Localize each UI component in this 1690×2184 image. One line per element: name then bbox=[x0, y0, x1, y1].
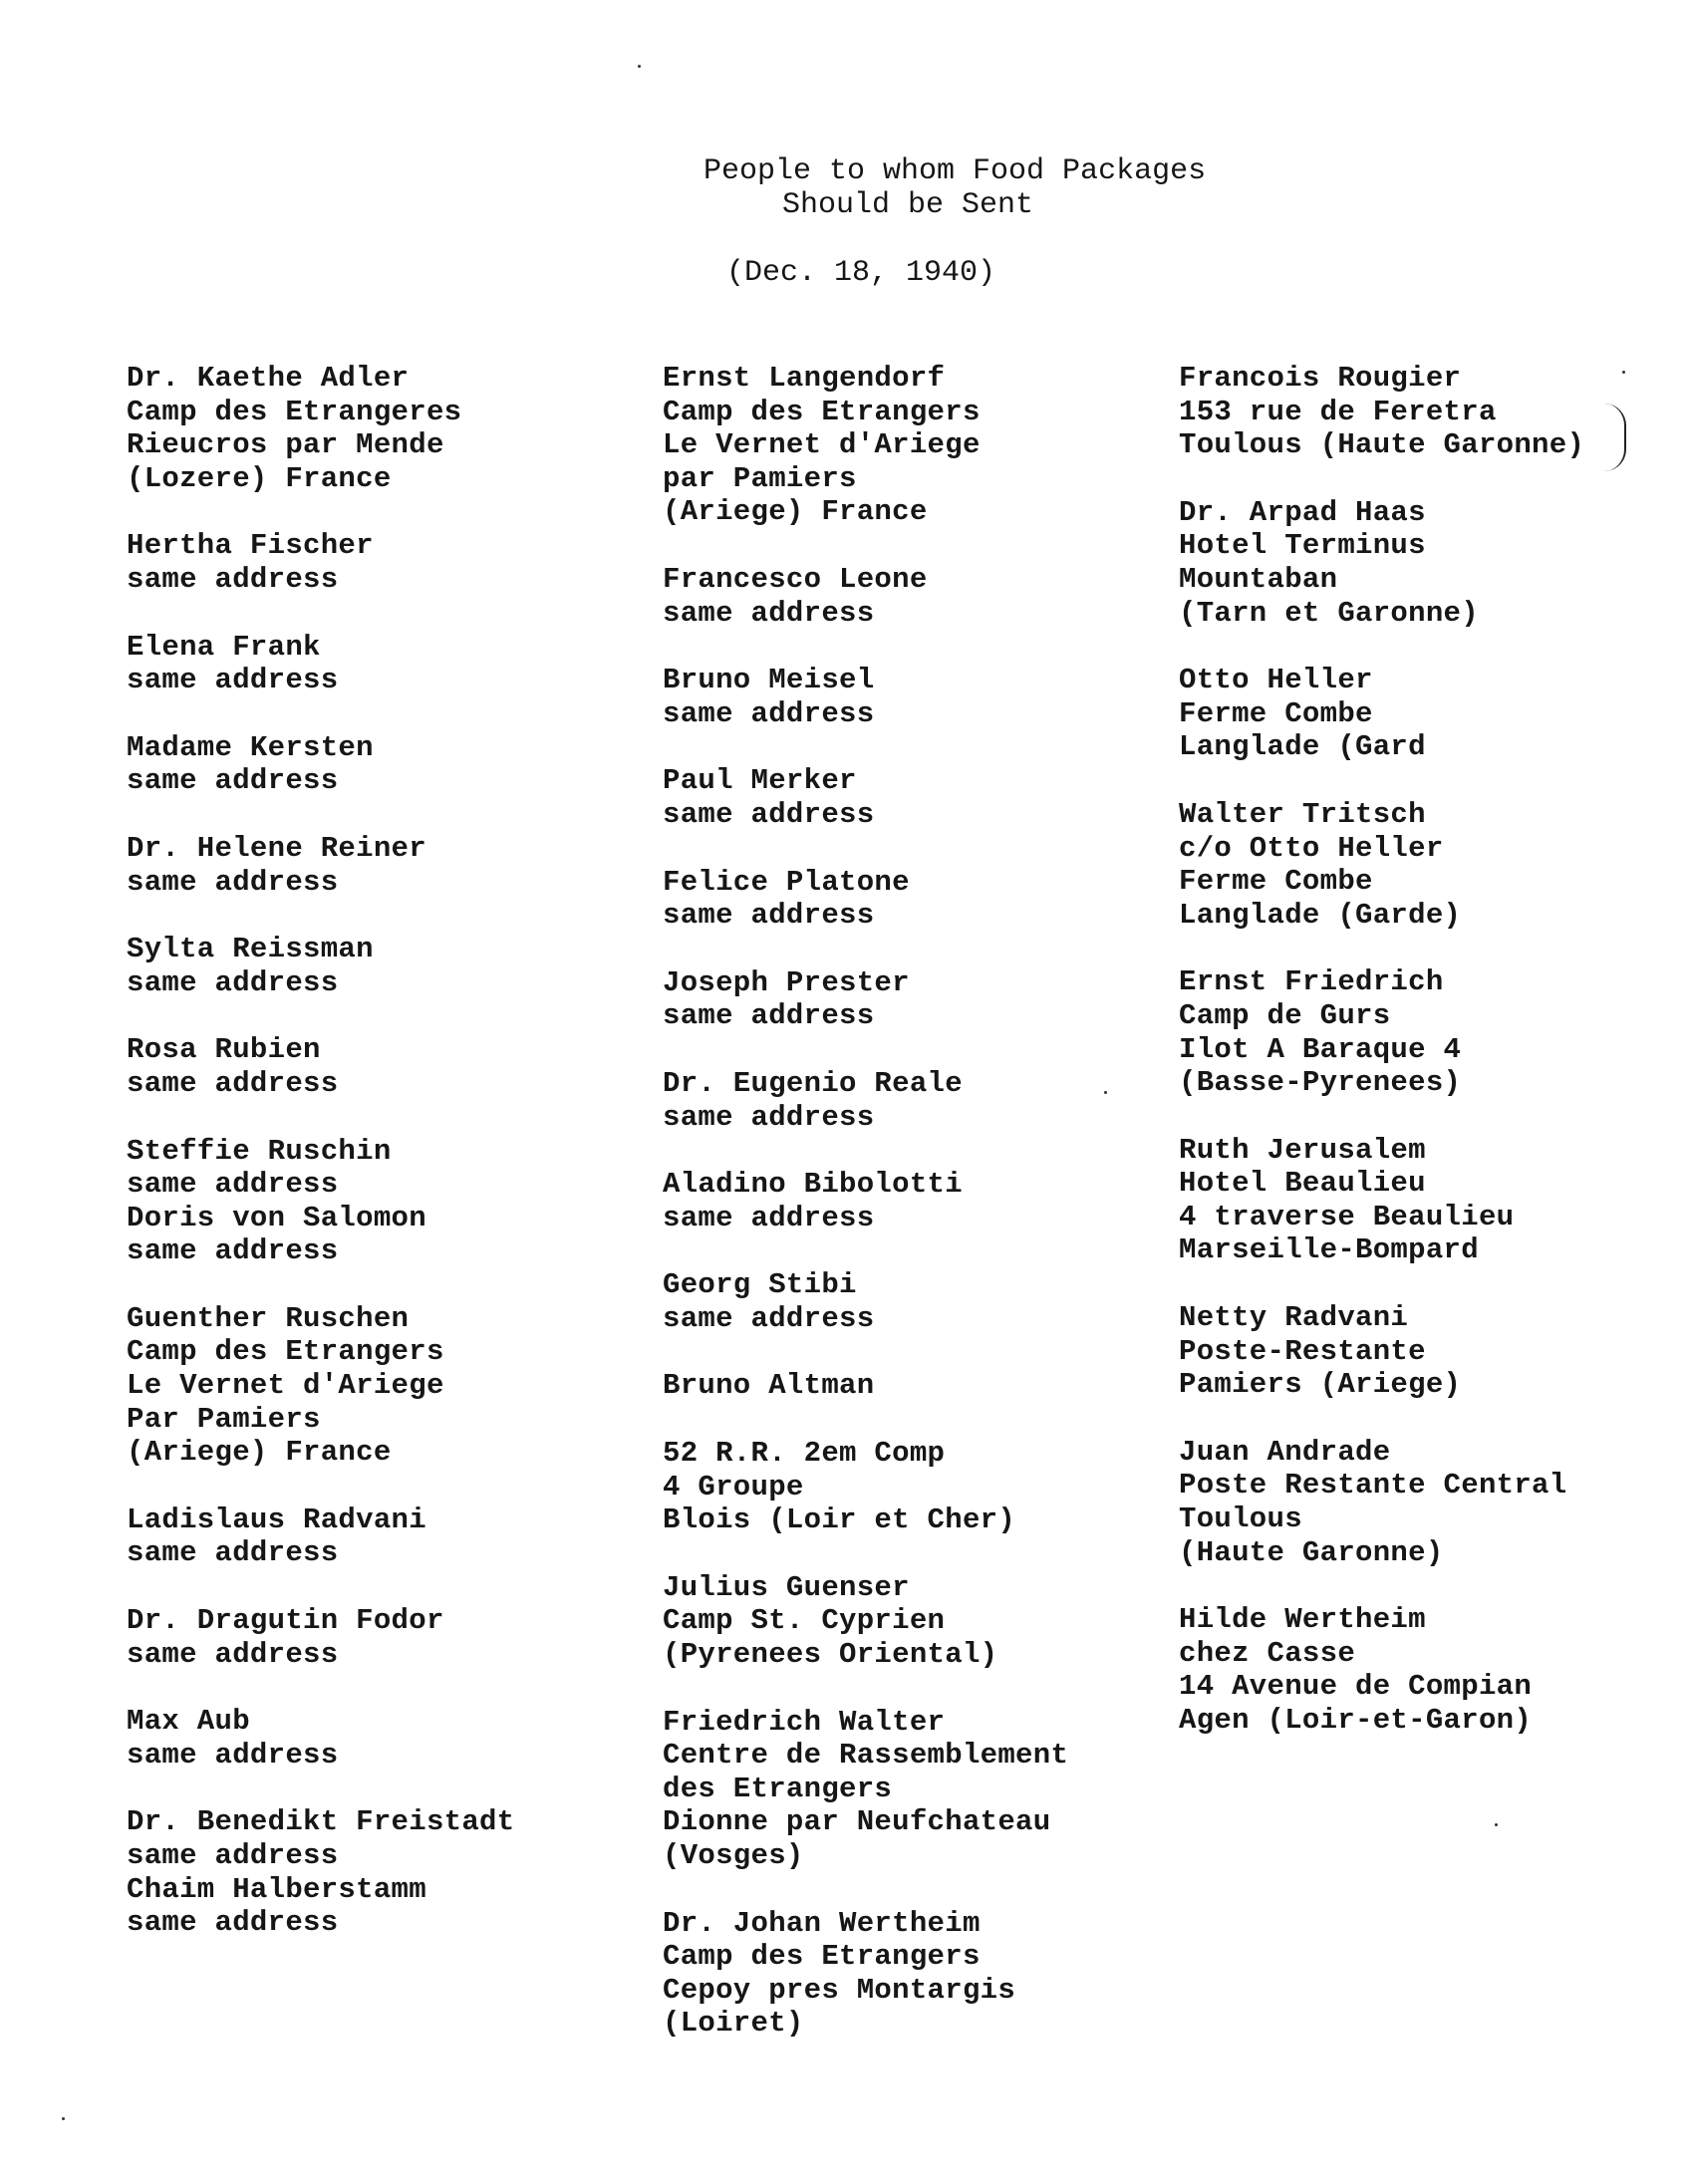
address-entry bbox=[127, 1135, 665, 1268]
address-line: same address bbox=[127, 1839, 339, 1872]
address-entry bbox=[663, 764, 1201, 831]
title-line-2: Should be Sent bbox=[782, 188, 1034, 222]
address-line: (Pyrenees Oriental) bbox=[663, 1638, 998, 1672]
address-entry bbox=[127, 731, 665, 798]
address-line: same address bbox=[127, 1738, 339, 1772]
address-line: Pamiers (Ariege) bbox=[1179, 1368, 1462, 1402]
address-line: same address bbox=[127, 562, 339, 596]
address-line: Cepoy pres Montargis bbox=[663, 1973, 1016, 2007]
address-line: (Vosges) bbox=[663, 1839, 804, 1872]
address-line: same address bbox=[127, 965, 339, 999]
address-line: Camp St. Cyprien bbox=[663, 1604, 946, 1638]
address-column-1 bbox=[127, 362, 665, 1974]
address-line: (Ariege) France bbox=[127, 1436, 392, 1470]
recipient-name: Elena Frank bbox=[127, 630, 321, 664]
address-line: same address bbox=[663, 696, 875, 730]
recipient-name: Guenther Ruschen bbox=[127, 1301, 410, 1335]
recipient-name: Dr. Helene Reiner bbox=[127, 831, 426, 865]
address-line: same address bbox=[127, 1066, 339, 1100]
address-entry bbox=[663, 1369, 1201, 1403]
recipient-name: Dr. Johan Wertheim bbox=[663, 1906, 981, 1940]
document-date: (Dec. 18, 1940) bbox=[726, 256, 996, 290]
address-entry bbox=[663, 664, 1201, 730]
address-entry bbox=[663, 1907, 1201, 2041]
recipient-name: Dr. Dragutin Fodor bbox=[127, 1604, 444, 1638]
address-entry bbox=[127, 832, 665, 899]
address-line: same address bbox=[127, 1234, 339, 1268]
address-line: Chaim Halberstamm bbox=[127, 1872, 426, 1906]
address-line: Par Pamiers bbox=[127, 1402, 321, 1436]
paper-speck bbox=[1104, 1091, 1107, 1094]
recipient-name: Francois Rougier bbox=[1179, 362, 1462, 395]
address-line: Langlade (Garde) bbox=[1179, 898, 1462, 932]
recipient-name: Netty Radvani bbox=[1179, 1301, 1409, 1335]
address-line: chez Casse bbox=[1179, 1636, 1356, 1670]
address-line: Camp des Etrangeres bbox=[127, 395, 462, 428]
recipient-name: Felice Platone bbox=[663, 865, 910, 899]
address-entry bbox=[127, 1705, 665, 1772]
address-entry bbox=[663, 362, 1201, 529]
address-line: same address bbox=[663, 596, 875, 630]
address-line: (Ariege) France bbox=[663, 495, 928, 529]
address-line: same address bbox=[127, 1637, 339, 1671]
recipient-name: Sylta Reissman bbox=[127, 933, 374, 966]
address-entry bbox=[127, 362, 665, 495]
recipient-name: Juan Andrade bbox=[1179, 1435, 1391, 1469]
address-entry bbox=[1179, 362, 1657, 462]
recipient-name: Bruno Altman bbox=[663, 1369, 875, 1403]
address-line: (Loiret) bbox=[663, 2007, 804, 2041]
recipient-name: Ladislaus Radvani bbox=[127, 1502, 426, 1536]
address-line: same address bbox=[127, 865, 339, 899]
address-line: Le Vernet d'Ariege bbox=[127, 1369, 444, 1403]
recipient-name: 52 R.R. 2em Comp bbox=[663, 1437, 946, 1471]
address-line: Ilot A Baraque 4 bbox=[1179, 1032, 1462, 1066]
recipient-name: Dr. Eugenio Reale bbox=[663, 1066, 963, 1100]
address-entry bbox=[663, 1706, 1201, 1873]
address-entry bbox=[127, 933, 665, 999]
address-entry bbox=[1179, 1301, 1657, 1402]
recipient-name: Paul Merker bbox=[663, 764, 857, 798]
address-line: Mountaban bbox=[1179, 562, 1338, 596]
address-entry bbox=[127, 1033, 665, 1100]
address-entry bbox=[127, 631, 665, 697]
recipient-name: Dr. Arpad Haas bbox=[1179, 495, 1426, 529]
address-line: 4 traverse Beaulieu bbox=[1179, 1200, 1515, 1233]
address-line: Ferme Combe bbox=[1179, 865, 1373, 899]
address-line: Dionne par Neufchateau bbox=[663, 1805, 1051, 1839]
address-line: Doris von Salomon bbox=[127, 1201, 426, 1234]
address-line: Centre de Rassemblement bbox=[663, 1739, 1069, 1773]
address-line: same address bbox=[127, 664, 339, 697]
address-entry bbox=[1179, 1603, 1657, 1737]
address-line: (Basse-Pyrenees) bbox=[1179, 1066, 1462, 1100]
title-line-1: People to whom Food Packages bbox=[704, 154, 1207, 188]
recipient-name: Friedrich Walter bbox=[663, 1705, 946, 1739]
address-line: Hotel Beaulieu bbox=[1179, 1167, 1426, 1201]
address-line: c/o Otto Heller bbox=[1179, 831, 1444, 865]
address-line: 4 Groupe bbox=[663, 1470, 804, 1503]
address-entry bbox=[1179, 496, 1657, 630]
address-entry bbox=[1179, 1134, 1657, 1267]
recipient-name: Otto Heller bbox=[1179, 664, 1373, 697]
recipient-name: Dr. Kaethe Adler bbox=[127, 362, 410, 395]
paper-speck bbox=[1495, 1823, 1498, 1826]
address-line: par Pamiers bbox=[663, 461, 857, 495]
address-line: Poste Restante Central bbox=[1179, 1469, 1567, 1502]
address-line: same address bbox=[127, 1906, 339, 1940]
address-line: same address bbox=[663, 797, 875, 831]
paper-speck bbox=[62, 2117, 65, 2120]
recipient-name: Ruth Jerusalem bbox=[1179, 1133, 1426, 1167]
address-line: Poste-Restante bbox=[1179, 1334, 1426, 1368]
address-entry bbox=[127, 1302, 665, 1470]
address-line: Blois (Loir et Cher) bbox=[663, 1503, 1016, 1537]
address-line: Toulous bbox=[1179, 1502, 1302, 1536]
address-line: Camp des Etrangers bbox=[663, 395, 981, 428]
paper-speck bbox=[638, 65, 641, 68]
address-entry bbox=[663, 563, 1201, 630]
recipient-name: Francesco Leone bbox=[663, 562, 928, 596]
address-line: 153 rue de Feretra bbox=[1179, 395, 1497, 428]
paper-speck bbox=[1622, 371, 1625, 374]
recipient-name: Rosa Rubien bbox=[127, 1033, 321, 1067]
recipient-name: Georg Stibi bbox=[663, 1268, 857, 1302]
address-column-2 bbox=[663, 362, 1201, 2074]
address-entry bbox=[127, 1805, 665, 1939]
address-entry bbox=[127, 1604, 665, 1671]
address-line: des Etrangers bbox=[663, 1772, 893, 1805]
address-line: same address bbox=[663, 1301, 875, 1335]
address-line: Camp des Etrangers bbox=[663, 1940, 981, 1974]
recipient-name: Dr. Benedikt Freistadt bbox=[127, 1805, 515, 1839]
address-entry bbox=[127, 1503, 665, 1570]
recipient-name: Walter Tritsch bbox=[1179, 797, 1426, 831]
recipient-name: Ernst Friedrich bbox=[1179, 965, 1444, 999]
address-line: Marseille-Bompard bbox=[1179, 1233, 1479, 1267]
recipient-name: Steffie Ruschin bbox=[127, 1134, 392, 1168]
address-line: Agen (Loir-et-Garon) bbox=[1179, 1704, 1533, 1737]
address-line: (Haute Garonne) bbox=[1179, 1535, 1444, 1569]
address-line: 14 Avenue de Compian bbox=[1179, 1670, 1533, 1704]
address-line: same address bbox=[663, 999, 875, 1033]
address-line: Rieucros par Mende bbox=[127, 428, 444, 462]
address-line: Camp des Etrangers bbox=[127, 1335, 444, 1369]
address-line: same address bbox=[127, 1536, 339, 1570]
recipient-name: Ernst Langendorf bbox=[663, 362, 946, 395]
address-entry bbox=[127, 529, 665, 596]
address-entry bbox=[663, 1437, 1201, 1537]
address-entry bbox=[1179, 798, 1657, 932]
address-line: (Lozere) France bbox=[127, 461, 392, 495]
recipient-name: Hertha Fischer bbox=[127, 529, 374, 563]
address-line: same address bbox=[127, 764, 339, 798]
address-line: Langlade (Gard bbox=[1179, 730, 1426, 764]
recipient-name: Bruno Meisel bbox=[663, 664, 875, 697]
address-entry bbox=[663, 1168, 1201, 1234]
address-entry bbox=[663, 1571, 1201, 1672]
address-line: same address bbox=[663, 1201, 875, 1234]
address-line: same address bbox=[127, 1168, 339, 1202]
address-line: same address bbox=[663, 899, 875, 933]
address-entry bbox=[1179, 664, 1657, 764]
recipient-name: Aladino Bibolotti bbox=[663, 1168, 963, 1202]
recipient-name: Julius Guenser bbox=[663, 1570, 910, 1604]
address-line: (Tarn et Garonne) bbox=[1179, 596, 1479, 630]
address-line: Le Vernet d'Ariege bbox=[663, 428, 981, 462]
recipient-name: Madame Kersten bbox=[127, 730, 374, 764]
address-line: Camp de Gurs bbox=[1179, 998, 1391, 1032]
address-line: same address bbox=[663, 1100, 875, 1134]
address-line: Ferme Combe bbox=[1179, 696, 1373, 730]
address-entry bbox=[663, 866, 1201, 933]
address-column-3 bbox=[1179, 362, 1657, 1772]
address-entry bbox=[1179, 1436, 1657, 1569]
recipient-name: Hilde Wertheim bbox=[1179, 1603, 1426, 1637]
address-entry bbox=[663, 966, 1201, 1033]
address-entry bbox=[663, 1268, 1201, 1335]
recipient-name: Joseph Prester bbox=[663, 965, 910, 999]
address-line: Hotel Terminus bbox=[1179, 529, 1426, 563]
recipient-name: Max Aub bbox=[127, 1705, 250, 1739]
address-line: Toulous (Haute Garonne) bbox=[1179, 428, 1585, 462]
address-entry bbox=[1179, 965, 1657, 1099]
address-entry bbox=[663, 1067, 1201, 1134]
